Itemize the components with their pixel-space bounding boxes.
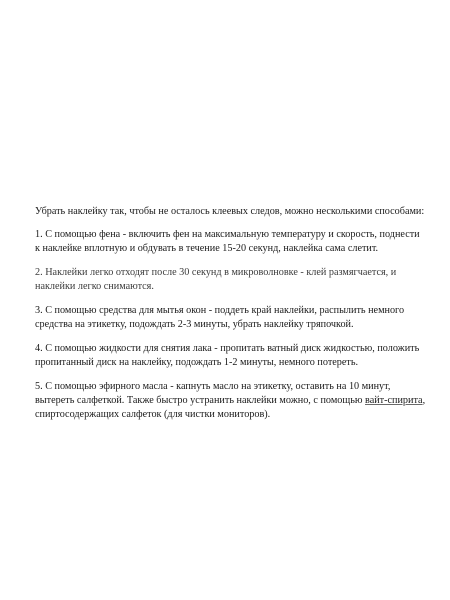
intro-text: Убрать наклейку так, чтобы не осталось клеевых следов, можно несколькими способами: bbox=[35, 206, 425, 217]
method-1: 1. С помощью фена - включить фен на максимальную температуру и скорость, поднести к наклейке вплотную и обдувать в течение 15-20 секунд, наклейка сама слетит. bbox=[35, 229, 420, 254]
method-3: 3. С помощью средства для мытья окон - поддеть край наклейки, распылить немного средства на этикетку, подождать 2-3 минуты, убрать наклейку тряпочкой. bbox=[35, 305, 405, 330]
method-5-text-start: 5. С помощью эфирного масла - капнуть масло на этикетку, оставить на 10 минут, вытереть салфеткой. Также быстро устранить наклейки можно, с помощью bbox=[35, 381, 391, 406]
method-5 bbox=[35, 380, 427, 422]
document-body bbox=[35, 205, 427, 432]
method-5-text-end: , спиртосодержащих салфеток (для чистки мониторов). bbox=[35, 395, 426, 420]
method-5-underlined-term: вайт-спирита bbox=[365, 395, 423, 406]
method-4: 4. С помощью жидкости для снятия лака - пропитать ватный диск жидкостью, положить пропитанный диск на наклейку, подождать 1-2 минуты, немного потереть. bbox=[35, 343, 420, 368]
method-2: 2. Наклейки легко отходят после 30 секунд в микроволновке - клей размягчается, и наклейки легко снимаются. bbox=[35, 267, 397, 292]
